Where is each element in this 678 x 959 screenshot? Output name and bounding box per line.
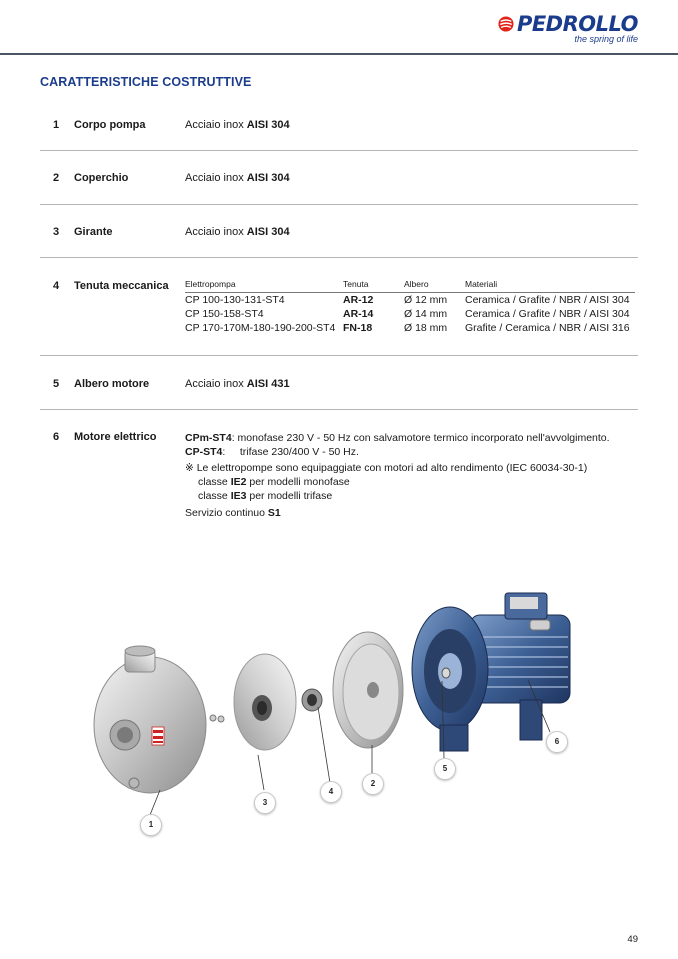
spec-number: 2 [53, 172, 60, 184]
callout-1: 1 [140, 814, 162, 836]
table-cell: FN-18 [343, 322, 373, 334]
brand-tagline: the spring of life [574, 34, 638, 44]
table-row [185, 307, 635, 321]
divider [40, 204, 638, 205]
spec-label: Motore elettrico [74, 431, 157, 443]
spec-number: 1 [53, 119, 60, 131]
table-cell: CP 100-130-131-ST4 [185, 294, 285, 306]
impeller-nut-part [210, 715, 224, 722]
divider [40, 257, 638, 258]
spec-value: Acciaio inox AISI 431 [185, 378, 290, 390]
table-cell: AR-14 [343, 308, 374, 320]
spec-label: Tenuta meccanica [74, 280, 169, 292]
motor-service: Servizio continuo S1 [185, 507, 281, 519]
motor-class-ie3: classe IE3 per modelli trifase [198, 490, 333, 502]
page-number: 49 [627, 934, 638, 945]
impeller-part [234, 654, 296, 750]
callout-2: 2 [362, 773, 384, 795]
spec-number: 5 [53, 378, 60, 390]
column-header: Tenuta [343, 278, 404, 293]
brand-logo [498, 12, 638, 52]
motor-line-three-phase: CP-ST4: trifase 230/400 V - 50 Hz. [185, 446, 359, 458]
exploded-pump-diagram [90, 585, 610, 845]
pump-illustration [90, 585, 610, 845]
pump-cover-part [333, 632, 403, 748]
brand-name: PEDROLLO [516, 12, 638, 36]
motor-line-single-phase: CPm-ST4: monofase 230 V - 50 Hz con salvamotore termico incorporato nell'avvolgimento. [185, 432, 610, 444]
callout-3: 3 [254, 792, 276, 814]
table-cell: Ceramica / Grafite / NBR / AISI 304 [465, 308, 630, 320]
spec-number: 3 [53, 226, 60, 238]
table-cell: CP 150-158-ST4 [185, 308, 264, 320]
spec-label: Girante [74, 226, 113, 238]
table-cell: Ceramica / Grafite / NBR / AISI 304 [465, 294, 630, 306]
mechanical-seal-part [302, 689, 322, 711]
spec-label: Albero motore [74, 378, 150, 390]
spec-label: Corpo pompa [74, 119, 146, 131]
spec-label: Coperchio [74, 172, 129, 184]
motor-efficiency-note: ※ Le elettropompe sono equipaggiate con motori ad alto rendimento (IEC 60034-30-1) [185, 462, 588, 474]
table-cell: Ø 18 mm [404, 322, 448, 334]
table-cell: Ø 14 mm [404, 308, 448, 320]
section-title: CARATTERISTICHE COSTRUTTIVE [40, 75, 252, 89]
table-cell: CP 170-170M-180-190-200-ST4 [185, 322, 336, 334]
table-cell: Grafite / Ceramica / NBR / AISI 316 [465, 322, 630, 334]
spec-value: Acciaio inox AISI 304 [185, 172, 290, 184]
column-header: Albero [404, 278, 465, 293]
motor-description [185, 431, 610, 520]
column-header: Elettropompa [185, 278, 343, 293]
pedrollo-emblem-icon [498, 15, 514, 33]
spec-number: 6 [53, 431, 60, 443]
motor-part [412, 593, 570, 751]
column-header: Materiali [465, 278, 635, 293]
seal-table-header [185, 278, 635, 293]
table-row [185, 321, 635, 335]
callout-4: 4 [320, 781, 342, 803]
header-rule [0, 53, 678, 55]
divider [40, 150, 638, 151]
spec-number: 4 [53, 280, 60, 292]
divider [40, 409, 638, 410]
spec-value: Acciaio inox AISI 304 [185, 226, 290, 238]
seal-table [185, 278, 635, 335]
motor-class-ie2: classe IE2 per modelli monofase [198, 476, 350, 488]
spec-value: Acciaio inox AISI 304 [185, 119, 290, 131]
pump-body-part [94, 646, 206, 793]
callout-6: 6 [546, 731, 568, 753]
table-cell: AR-12 [343, 294, 374, 306]
callout-5: 5 [434, 758, 456, 780]
table-cell: Ø 12 mm [404, 294, 448, 306]
divider [40, 355, 638, 356]
table-row [185, 293, 635, 308]
